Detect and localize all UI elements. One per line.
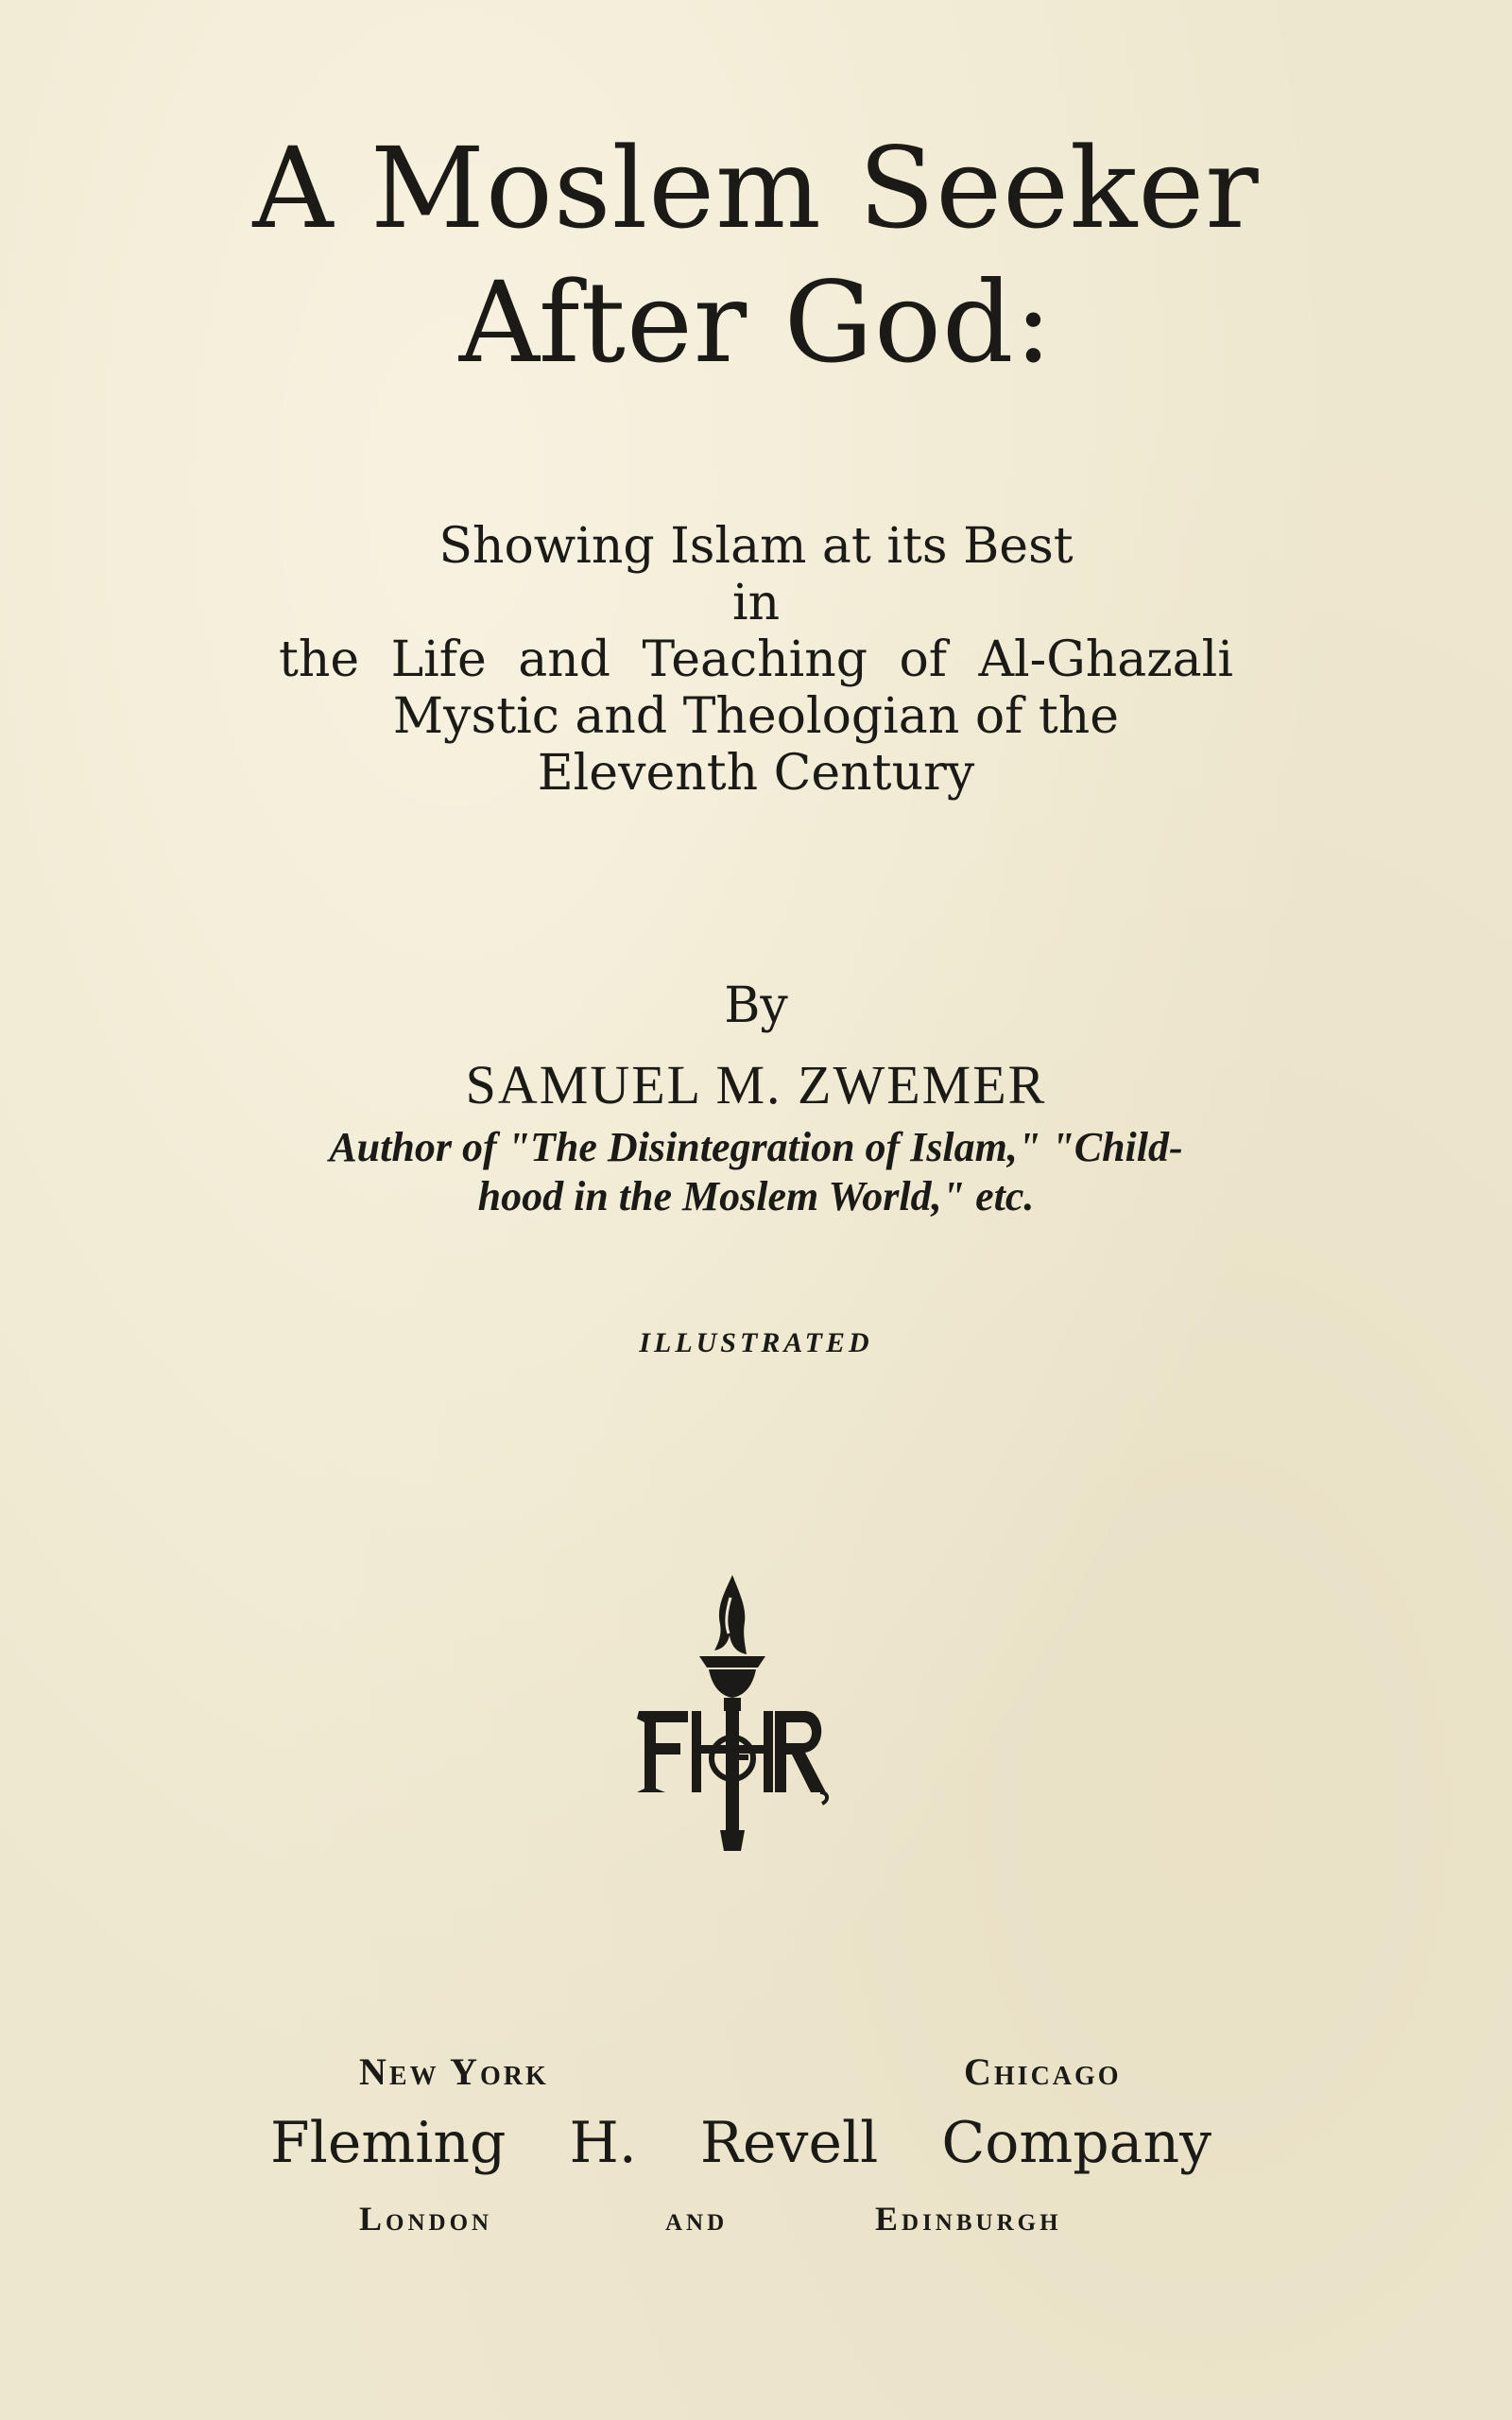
publisher-word: H. [569, 2110, 637, 2176]
imprint-city-edinburgh: Edinburgh [875, 2200, 1062, 2238]
imprint-city-new-york: New York [359, 2050, 549, 2093]
author-works-line-1: Author of "The Disintegration of Islam," "Child- [329, 1124, 1183, 1170]
book-title-line-1: A Moslem Seeker [252, 123, 1260, 253]
book-subtitle [0, 518, 1512, 802]
subtitle-word: Al-Ghazali [978, 631, 1233, 688]
subtitle-line-5: Eleventh Century [537, 745, 975, 802]
subtitle-line-1: Showing Islam at its Best [438, 518, 1074, 575]
publisher-name [270, 2110, 1211, 2176]
subtitle-line-2: in [731, 575, 781, 631]
subtitle-line-3 [279, 631, 1233, 688]
imprint-city-chicago: Chicago [964, 2050, 1122, 2093]
subtitle-word: and [518, 631, 611, 688]
torch-monogram-icon [633, 1569, 832, 1862]
publisher-word: Company [941, 2110, 1211, 2176]
by-label: By [724, 977, 788, 1034]
illustrated-label: ILLUSTRATED [639, 1327, 873, 1358]
subtitle-word: Teaching [642, 631, 868, 688]
book-title-line-2: After God: [458, 257, 1054, 388]
author-works [0, 1123, 1512, 1221]
subtitle-word: of [899, 631, 948, 688]
imprint-and: and [665, 2200, 729, 2238]
subtitle-word: the [279, 631, 360, 688]
publisher-word: Revell [699, 2110, 879, 2176]
imprint-city-london: London [359, 2200, 493, 2238]
publisher-word: Fleming [270, 2110, 507, 2176]
subtitle-line-4: Mystic and Theologian of the [392, 688, 1120, 745]
author-name: SAMUEL M. ZWEMER [465, 1054, 1047, 1115]
author-works-line-2: hood in the Moslem World," etc. [477, 1173, 1035, 1219]
subtitle-word: Life [390, 631, 487, 688]
book-title [0, 121, 1512, 389]
